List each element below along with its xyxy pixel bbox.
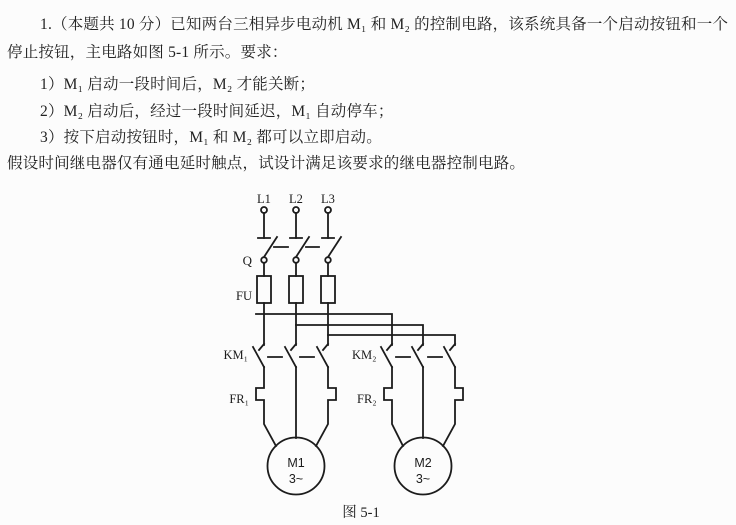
contactor-km1-contacts	[253, 344, 328, 367]
motor-m2-type: 3~	[415, 472, 431, 486]
contactor-km2-contacts	[381, 344, 455, 367]
motor-m1-type: 3~	[288, 472, 304, 486]
phase-label-l1: L1	[257, 192, 271, 206]
contactor-label-km1: KM₁	[223, 348, 248, 362]
motor-m1-name: M1	[287, 456, 305, 470]
figure-caption: 图 5-1	[342, 505, 380, 521]
problem-line-2: 停止按钮，主电路如图 5-1 所示。要求：	[7, 44, 288, 61]
problem-line-3: 1）M₁ 启动一段时间后，M₂ 才能关断；	[40, 76, 316, 93]
phase-label-l3: L3	[321, 192, 335, 206]
motor-m2-name: M2	[414, 456, 432, 470]
thermal-fr2-symbol	[384, 367, 463, 446]
switch-label-q: Q	[242, 253, 252, 268]
contactor-label-km2: KM₂	[352, 348, 377, 362]
thermal-label-fr2: FR₂	[357, 392, 377, 406]
problem-line-5: 3）按下启动按钮时，M₁ 和 M₂ 都可以立即启动。	[40, 129, 382, 146]
switch-q-symbol	[261, 237, 341, 263]
problem-line-6: 假设时间继电器仅有通电延时触点，试设计满足该要求的继电器控制电路。	[7, 155, 526, 172]
thermal-label-fr1: FR₁	[229, 392, 249, 406]
fuse-fu-symbol	[257, 263, 335, 345]
problem-line-1: 1.（本题共 10 分）已知两台三相异步电动机 M₁ 和 M₂ 的控制电路，该系统具备一个启动按钮和一个	[40, 16, 729, 33]
thermal-fr1-symbol	[256, 367, 336, 446]
phase-label-l2: L2	[289, 192, 303, 206]
branch-tap-lines	[256, 314, 455, 345]
problem-line-4: 2）M₂ 启动后，经过一段时间延迟，M₁ 自动停车；	[40, 103, 394, 120]
supply-terminals	[258, 207, 334, 238]
fuse-label-fu: FU	[236, 289, 252, 303]
